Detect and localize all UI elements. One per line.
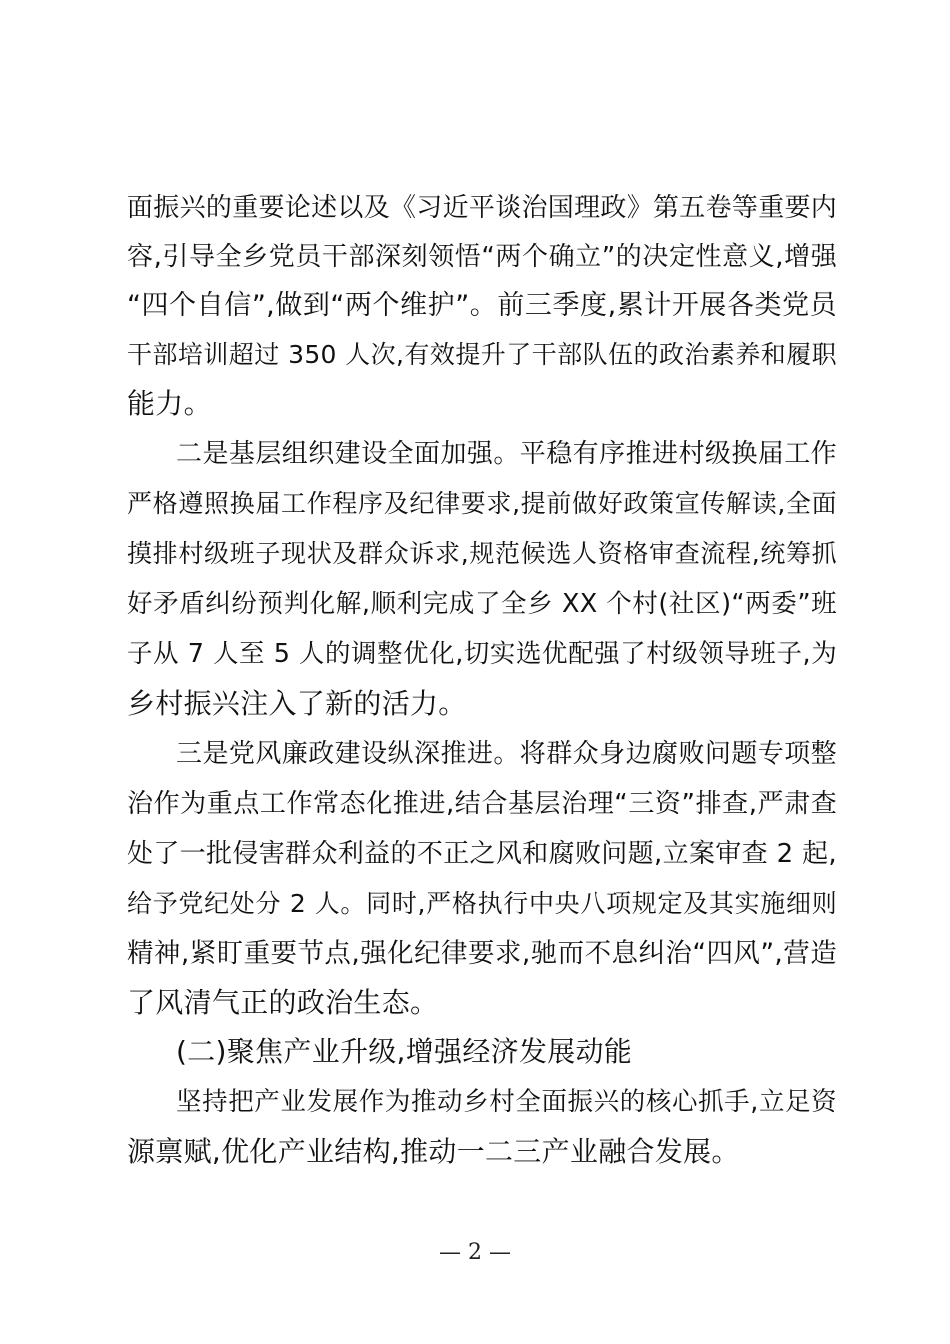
body-text-line: 精神,紧盯重要节点,强化纪律要求,驰而不息纠治“四风”,营造: [127, 938, 837, 969]
body-text-line: 容,引导全乡党员干部深刻领悟“两个确立”的决定性意义,增强: [127, 242, 837, 272]
body-text-line: 面振兴的重要论述以及《习近平谈治国理政》第五卷等重要内: [127, 193, 838, 223]
body-text-line: 严格遵照换届工作程序及纪律要求,提前做好政策宣传解读,全面: [127, 489, 837, 518]
body-text-line: “四个自信”,做到“两个维护”。前三季度,累计开展各类党员: [127, 290, 837, 321]
body-text-line: 好矛盾纠纷预判化解,顺利完成了全乡 XX 个村(社区)“两委”班: [127, 589, 837, 619]
body-text-line: 源禀赋,优化产业结构,推动一二三产业融合发展。: [127, 1135, 740, 1168]
paragraph-first-line: 二是基层组织建设全面加强。平稳有序推进村级换届工作: [176, 439, 837, 469]
body-text-line: 子从 7 人至 5 人的调整优化,切实选优配强了村级领导班子,为: [127, 639, 837, 669]
body-text-line: 干部培训超过 350 人次,有效提升了干部队伍的政治素养和履职: [127, 340, 837, 369]
body-text-line: 处了一批侵害群众利益的不正之风和腐败问题,立案审查 2 起,: [127, 839, 837, 869]
paragraph-first-line: 坚持把产业发展作为推动乡村全面振兴的核心抓手,立足资: [176, 1087, 837, 1117]
body-text-line: 摸排村级班子现状及群众诉求,规范候选人资格审查流程,统筹抓: [127, 539, 837, 568]
body-text-line: 给予党纪处分 2 人。同时,严格执行中央八项规定及其实施细则: [127, 889, 837, 918]
body-text-line: 乡村振兴注入了新的活力。: [127, 687, 467, 720]
body-text-line: 能力。: [127, 387, 212, 420]
page-number: — 2 —: [439, 1240, 511, 1265]
body-text-line: 了风清气正的政治生态。: [127, 986, 439, 1019]
section-heading: (二)聚焦产业升级,增强经济发展动能: [176, 1035, 633, 1068]
paragraph-first-line: 三是党风廉政建设纵深推进。将群众身边腐败问题专项整: [176, 739, 837, 769]
body-text-line: 治作为重点工作常态化推进,结合基层治理“三资”排查,严肃查: [127, 789, 837, 819]
